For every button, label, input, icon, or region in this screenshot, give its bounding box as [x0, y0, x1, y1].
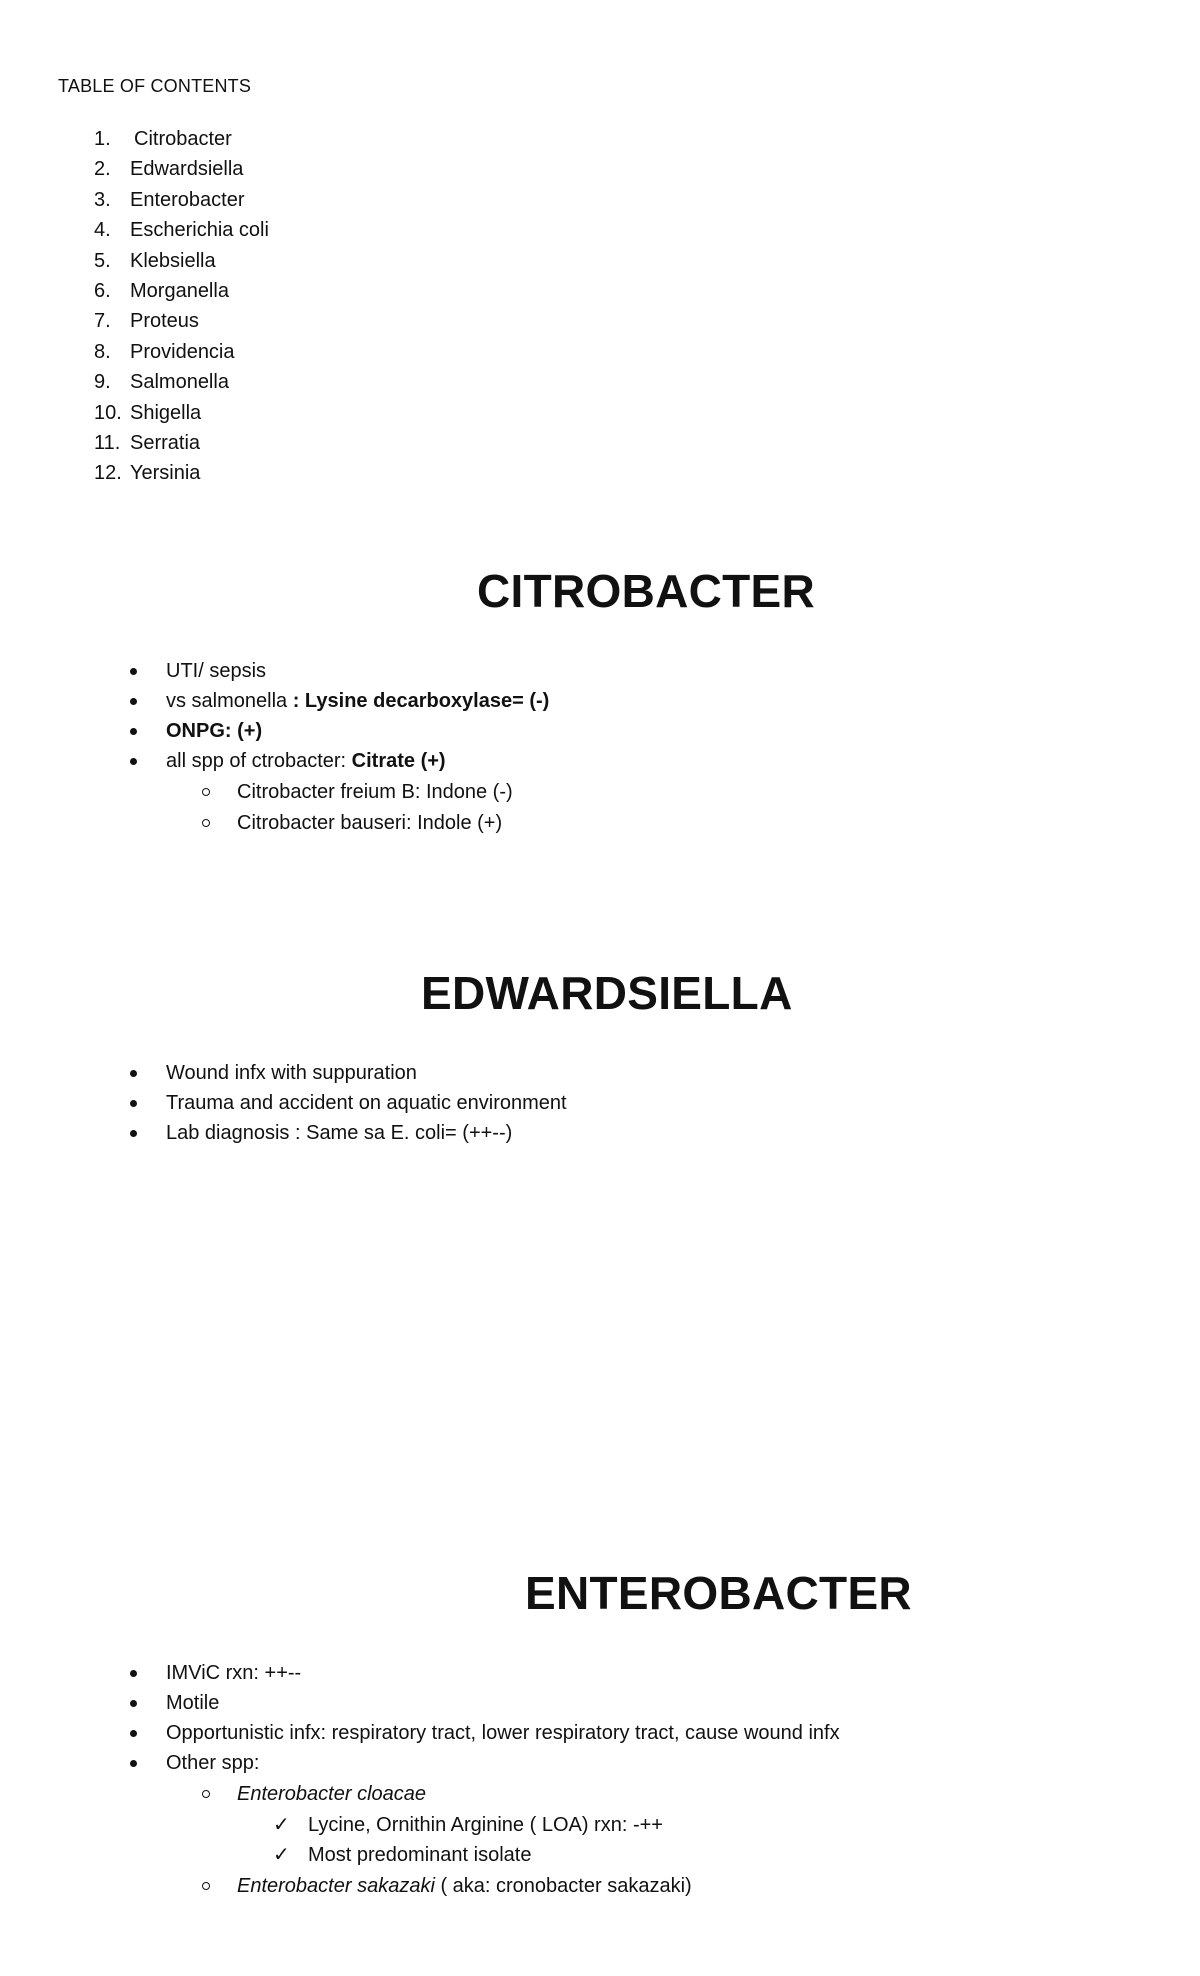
toc-number: 1.: [94, 128, 111, 150]
toc-number: 9.: [94, 371, 111, 394]
list-item-text: Citrobacter freium B: Indone (-): [237, 781, 513, 803]
toc-label: Citrobacter: [134, 128, 232, 150]
text-bold: : Lysine decarboxylase= (-): [292, 690, 550, 712]
toc-number: 10.: [94, 401, 122, 424]
list-item-text: Most predominant isolate: [308, 1844, 532, 1866]
text-italic: Enterobacter sakazaki: [237, 1875, 435, 1897]
list-item-text: Trauma and accident on aquatic environment: [166, 1092, 567, 1114]
toc-label: Enterobacter: [130, 188, 245, 211]
toc-number: 4.: [94, 219, 111, 242]
list-item-text: IMViC rxn: ++--: [166, 1662, 302, 1684]
text-bold: Citrate (+): [351, 750, 446, 772]
checkmark-icon: ✓: [273, 1844, 290, 1866]
text-bold: ONPG: (+): [166, 720, 263, 742]
toc-label: Klebsiella: [130, 249, 216, 272]
toc-label: Proteus: [130, 310, 199, 333]
toc-label: Serratia: [130, 431, 201, 454]
list-item-text: Opportunistic infx: respiratory tract, lower respiratory tract, cause wound infx: [166, 1722, 840, 1744]
list-item-text: Lab diagnosis : Same sa E. coli= (++--): [166, 1122, 513, 1144]
toc-label: Edwardsiella: [130, 158, 244, 181]
section-heading-enterobacter: ENTEROBACTER: [525, 1567, 912, 1619]
toc-label: Shigella: [130, 401, 202, 424]
toc-label: Escherichia coli: [130, 219, 269, 242]
toc-number: 11.: [94, 431, 121, 454]
list-item-text: Citrobacter bauseri: Indole (+): [237, 812, 503, 834]
toc-label: Salmonella: [130, 371, 229, 394]
toc-number: 3.: [94, 188, 111, 211]
checkmark-icon: ✓: [273, 1814, 290, 1836]
list-item-text: [237, 1871, 692, 1901]
list-item-text: Other spp:: [166, 1752, 260, 1774]
list-item-text: Lycine, Ornithin Arginine ( LOA) rxn: -++: [308, 1814, 663, 1836]
toc-title: TABLE OF CONTENTS: [58, 76, 252, 96]
toc-number: 5.: [94, 249, 111, 272]
list-item-text: Motile: [166, 1692, 220, 1714]
section-heading-edwardsiella: EDWARDSIELLA: [421, 967, 793, 1019]
section-heading-citrobacter: CITROBACTER: [477, 565, 816, 617]
list-item-text: UTI/ sepsis: [166, 660, 267, 682]
text-plain: vs salmonella: [166, 690, 293, 712]
toc-label: Yersinia: [130, 462, 201, 485]
toc-label: Providencia: [130, 340, 235, 363]
list-item-text: Wound infx with suppuration: [166, 1062, 417, 1084]
text-italic: Enterobacter cloacae: [237, 1783, 427, 1805]
toc-number: 2.: [94, 158, 111, 181]
text-plain: all spp of ctrobacter:: [166, 750, 352, 772]
list-item-text: [237, 1779, 426, 1809]
toc-number: 8.: [94, 340, 111, 363]
toc-label: Morganella: [130, 279, 229, 302]
toc-number: 12.: [94, 462, 122, 485]
toc-number: 6.: [94, 279, 111, 302]
text-plain: ( aka: cronobacter sakazaki): [434, 1875, 692, 1897]
toc-number: 7.: [94, 310, 111, 333]
